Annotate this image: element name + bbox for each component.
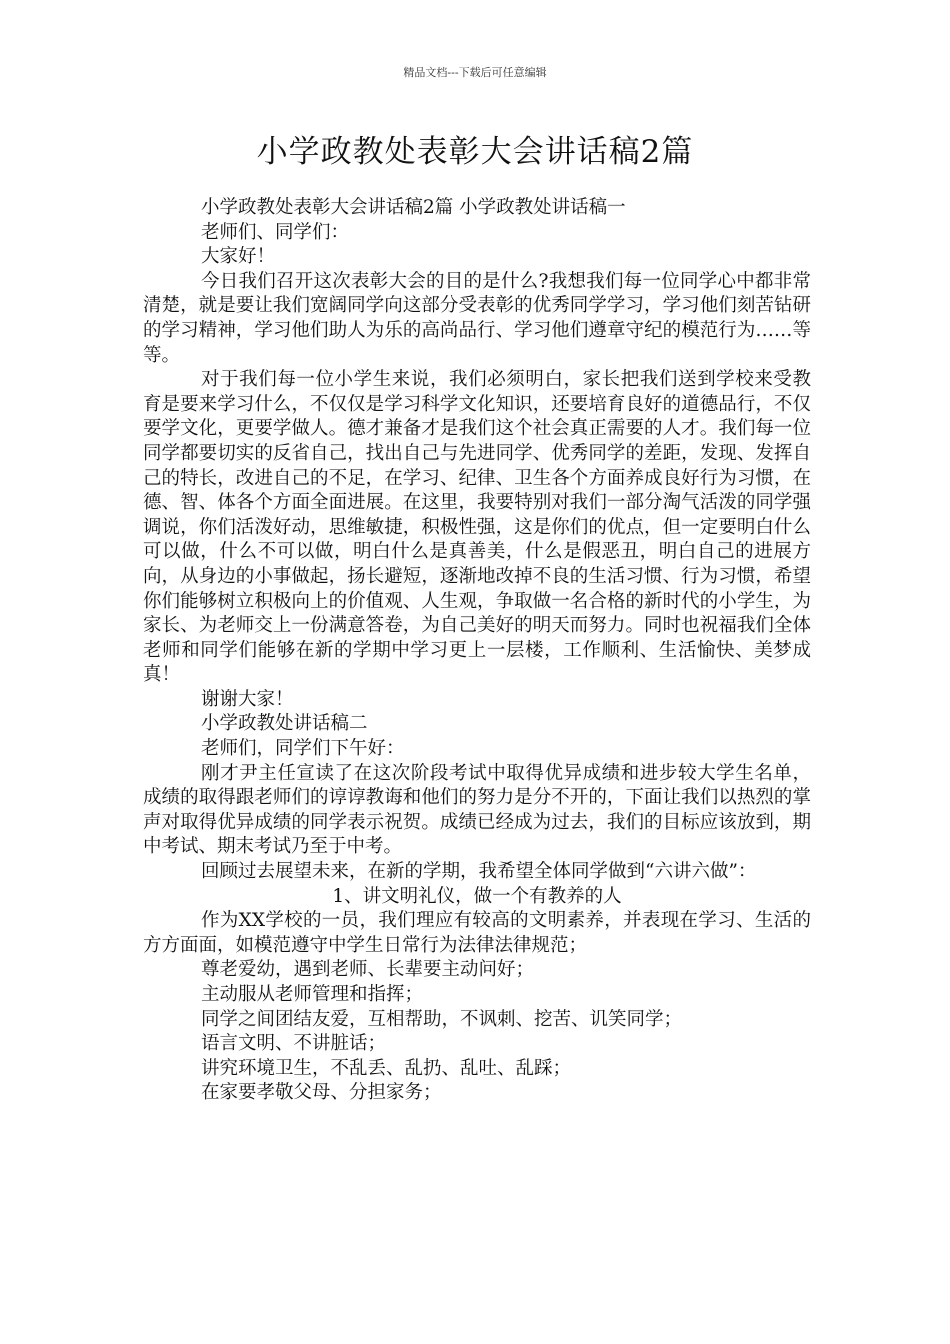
body-paragraph: 在家要孝敬父母、分担家务； [201, 1082, 442, 1104]
body-paragraph: 对于我们每一位小学生来说，我们必须明白，家长把我们送到学校来受教育是要来学习什么，不仅仅是学习科学文化知识，还要培育良好的道德品行，不仅要学文化，更要学做人。德才兼备才是我们这个社会真正需要的人才。我们每一位同学都要切实的反省自己，找出自己与先进同学、优秀同学的差距，发现、发挥自己的特长，改进自己的不足，在学习、纪律、卫生各个方面养成良好行为习惯，在德、智、体各个方面全面进展。在这里，我要特别对我们一部分淘气活泼的同学强调说，你们活泼好动，思维敏捷，积极性强，这是你们的优点，但一定要明白什么可以做，什么不可以做，明白什么是真善美，什么是假恶丑，明白自己的进展方向，从身边的小事做起，扬长避短，逐渐地改掉不良的生活习惯、行为习惯，希望你们能够树立积极向上的价值观、人生观，争取做一名合格的新时代的小学生，为家长、为老师交上一份满意答卷，为自己美好的明天而努力。同时也祝福我们全体老师和同学们能够在新的学期中学习更上一层楼，工作顺利、生活愉快、美梦成真！ [143, 369, 811, 686]
body-paragraph: 尊老爱幼，遇到老师、长辈要主动问好； [201, 959, 535, 981]
body-paragraph: 作为XX学校的一员，我们理应有较高的文明素养，并表现在学习、生活的方方面面，如模范遵守中学生日常行为法律法律规范； [143, 910, 811, 956]
body-paragraph: 小学政教处表彰大会讲话稿2篇 小学政教处讲话稿一 [201, 197, 626, 218]
body-paragraph: 回顾过去展望未来，在新的学期，我希望全体同学做到“六讲六做”： [201, 861, 757, 883]
body-paragraph: 老师们、同学们： [201, 221, 350, 243]
document-body [143, 196, 811, 1106]
section-heading: 1、讲文明礼仪，做一个有教养的人 [332, 885, 622, 907]
body-paragraph: 谢谢大家！ [201, 688, 294, 710]
body-paragraph: 讲究环境卫生，不乱丢、乱扔、乱吐、乱踩； [201, 1057, 572, 1079]
body-paragraph: 同学之间团结友爱，互相帮助，不讽刺、挖苦、讥笑同学； [201, 1008, 683, 1030]
body-paragraph: 主动服从老师管理和指挥； [201, 984, 424, 1005]
body-paragraph: 语言文明、不讲脏话； [201, 1033, 387, 1055]
page-header-note: 精品文档---下载后可任意编辑 [403, 66, 547, 79]
body-paragraph: 刚才尹主任宣读了在这次阶段考试中取得优异成绩和进步较大学生名单，成绩的取得跟老师们的谆谆教诲和他们的努力是分不开的，下面让我们以热烈的掌声对取得优异成绩的同学表示祝贺。成绩已经成为过去，我们的目标应该放到，期中考试、期末考试乃至于中考。 [143, 762, 811, 858]
body-paragraph: 老师们，同学们下午好： [201, 738, 405, 760]
body-paragraph: 今日我们召开这次表彰大会的目的是什么?我想我们每一位同学心中都非常清楚，就是要让我们宽阔同学向这部分受表彰的优秀同学学习，学习他们刻苦钻研的学习精神，学习他们助人为乐的高尚品行、学习他们遵章守纪的模范行为……等等。 [143, 270, 811, 366]
body-paragraph: 大家好！ [201, 246, 276, 268]
document-title: 小学政教处表彰大会讲话稿2篇 [256, 134, 694, 170]
body-paragraph: 小学政教处讲话稿二 [201, 713, 368, 735]
